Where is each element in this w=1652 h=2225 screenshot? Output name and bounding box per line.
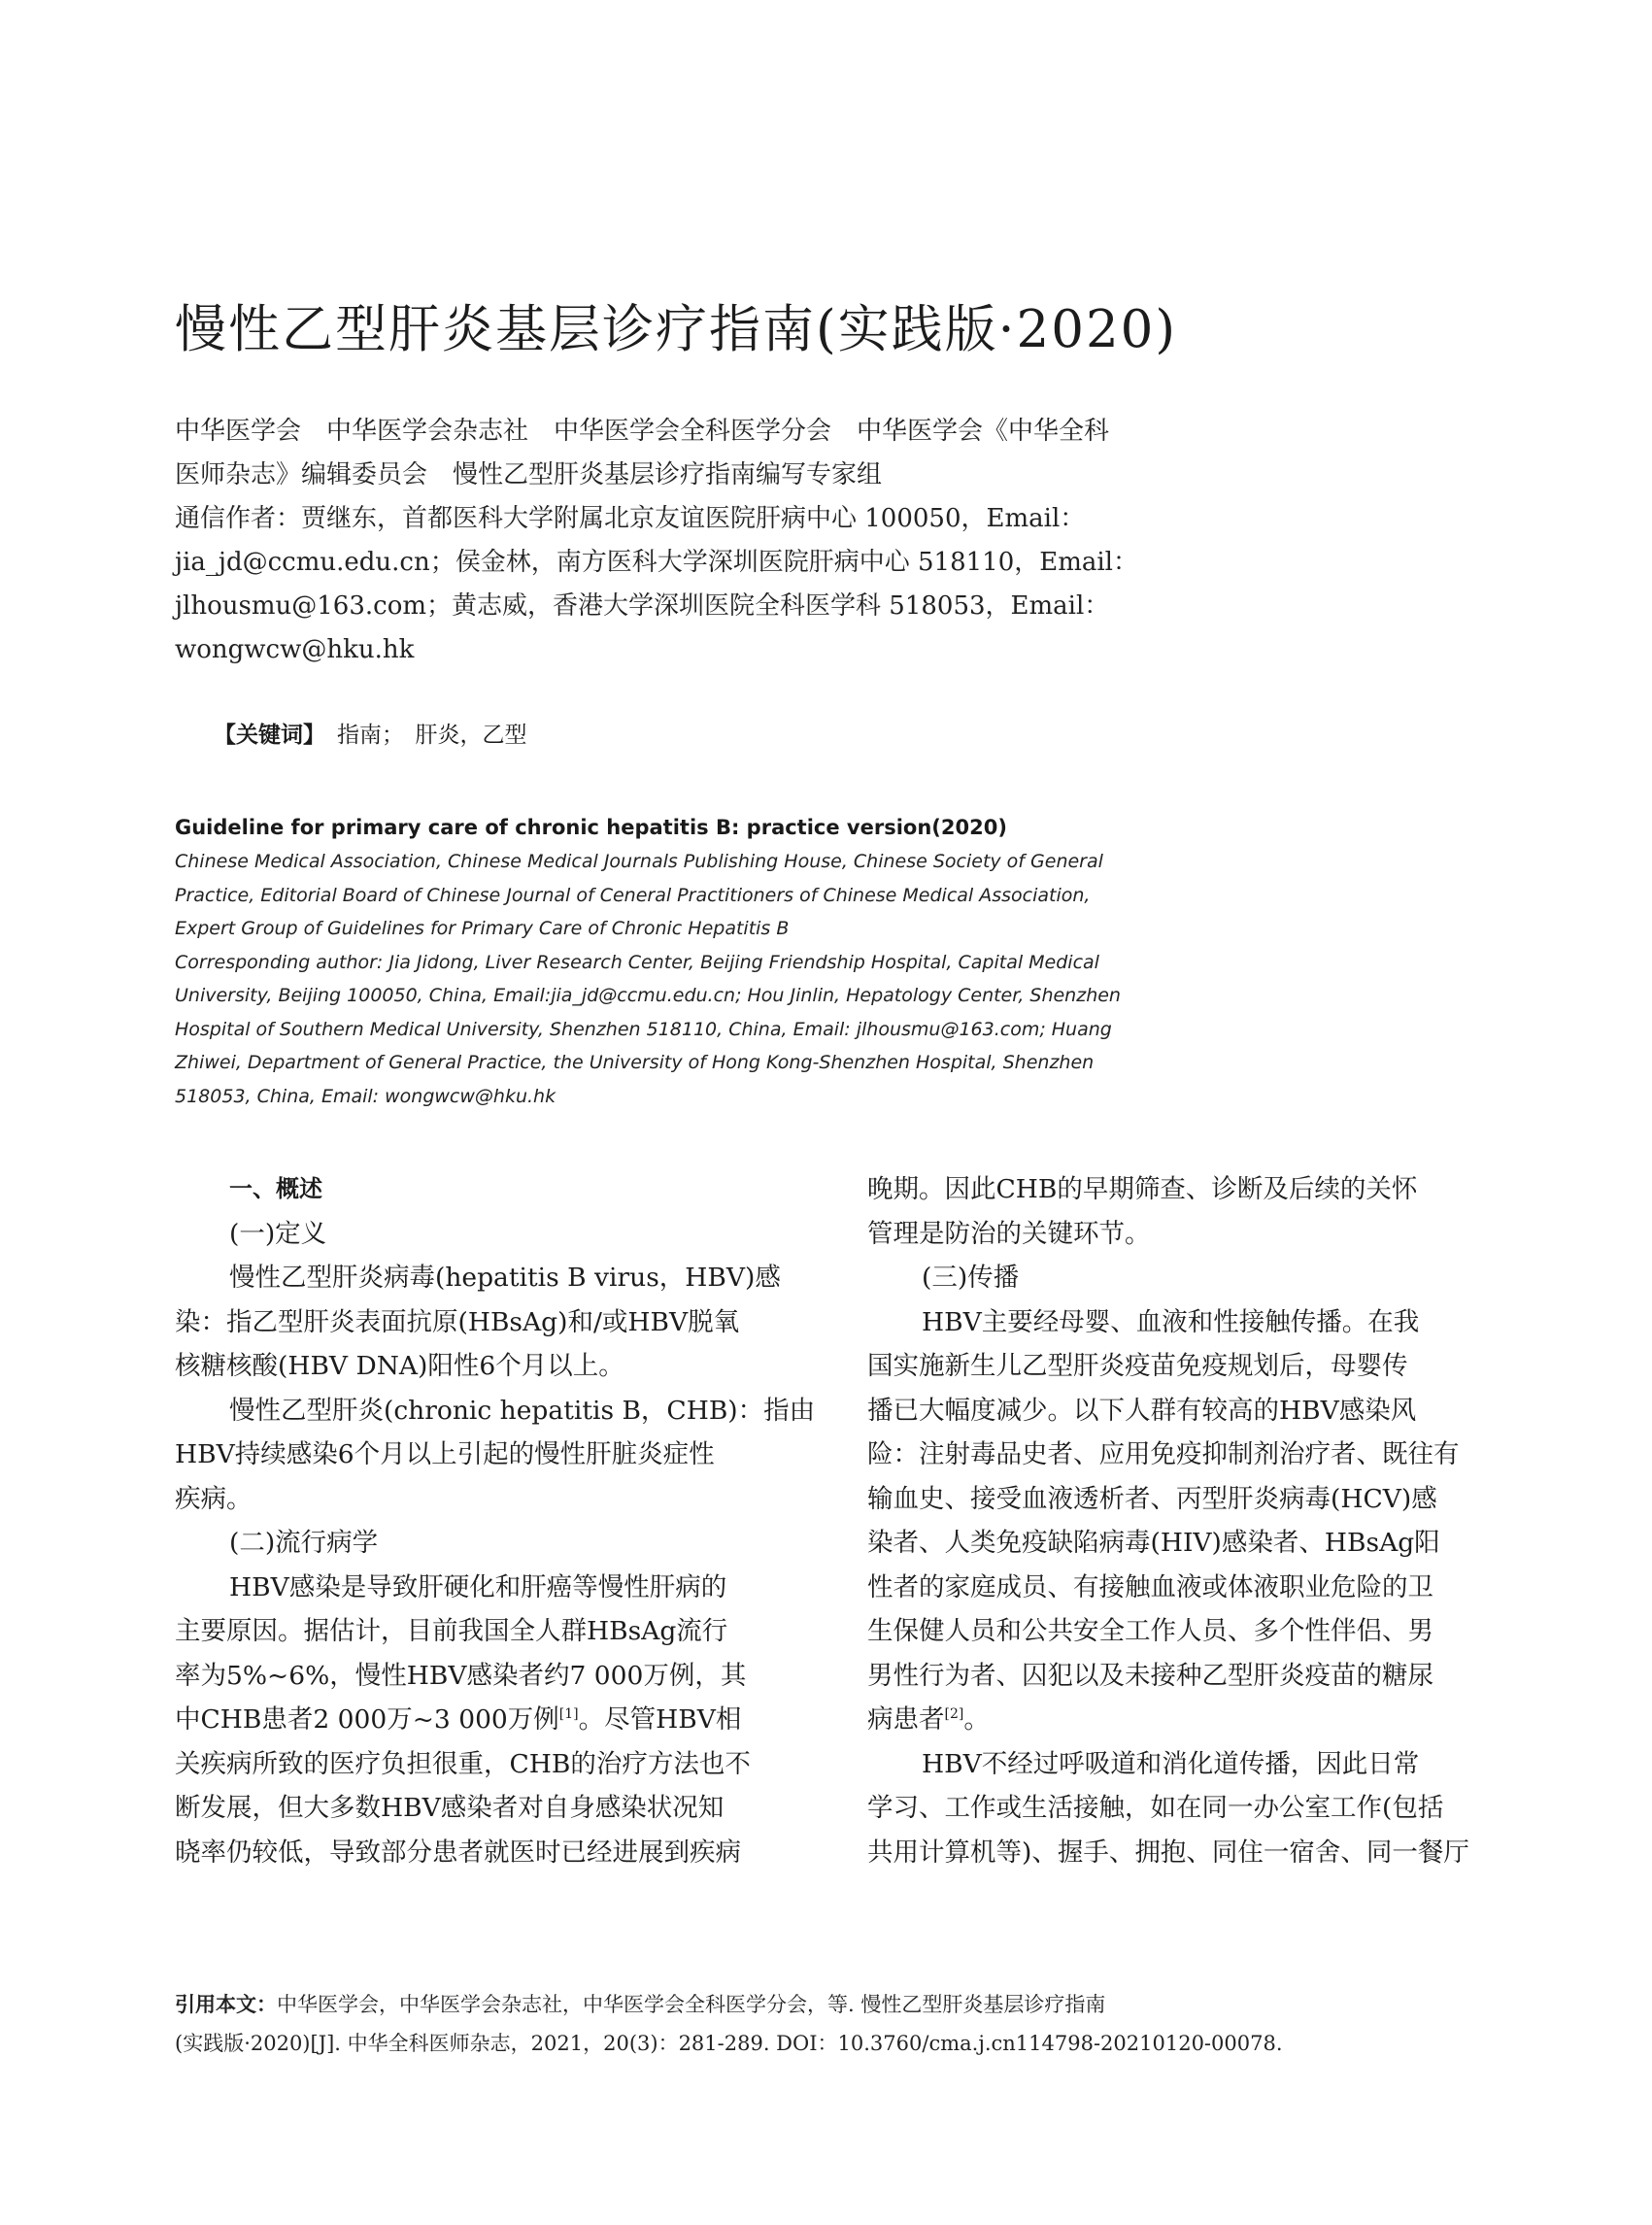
body-text: 险：注射毒品史者、应用免疫抑制剂治疗者、既往有 (867, 1439, 1460, 1469)
body-line (867, 1256, 1475, 1300)
body-text: 管理是防治的关键环节。 (867, 1218, 1151, 1249)
body-text: 晓率仍较低，导致部分患者就医时已经进展到疾病 (175, 1837, 741, 1868)
body-line (175, 1389, 816, 1433)
citation-label: 引用本文： (175, 1993, 277, 2016)
body-line (175, 1521, 783, 1566)
body-text: 生保健人员和公共安全工作人员、多个性伴侣、男 (867, 1616, 1433, 1646)
body-text: 一、概述 (229, 1175, 322, 1202)
english-line: Zhiwei, Department of General Practice, the University of Hong Kong-Shenzhen Hospital, Shenzhen (175, 1052, 1095, 1073)
body-text: 染：指乙型肝炎表面抗原(HBsAg)和/或HBV脱氧 (175, 1306, 740, 1337)
body-text: HBV持续感染6个月以上引起的慢性肝脏炎症性 (175, 1439, 715, 1469)
body-line (175, 1344, 783, 1389)
body-text: 共用计算机等)、握手、拥抱、同住一宿舍、同一餐厅 (867, 1837, 1469, 1868)
body-line (175, 1477, 783, 1522)
english-line: University, Beijing 100050, China, Email:jia_jd@ccmu.edu.cn; Hou Jinlin, Hepatology Center, Shenzhen (175, 985, 1121, 1006)
body-text: 率为5%~6%，慢性HBV感染者约7 000万例，其 (175, 1660, 747, 1691)
body-text: 主要原因。据估计，目前我国全人群HBsAg流行 (175, 1616, 728, 1646)
section-heading (175, 1167, 783, 1212)
body-line (867, 1212, 1475, 1257)
body-line (867, 1654, 1475, 1699)
body-line (867, 1521, 1475, 1566)
body-text: HBV主要经母婴、血液和性接触传播。在我 (922, 1306, 1420, 1337)
body-text: 播已大幅度减少。以下人群有较高的HBV感染风 (867, 1395, 1417, 1426)
body-line (175, 1566, 783, 1610)
body-text: 。尽管HBV相 (578, 1704, 742, 1735)
body-text: 核糖核酸(HBV DNA)阳性6个月以上。 (175, 1351, 624, 1381)
body-line (867, 1609, 1475, 1654)
body-text: HBV不经过呼吸道和消化道传播，因此日常 (922, 1748, 1420, 1779)
keywords-value: 指南； 肝炎，乙型 (337, 723, 527, 748)
english-line: Practice, Editorial Board of Chinese Journal of Ceneral Practitioners of Chinese Medical Association, (175, 884, 1091, 906)
body-line (175, 1654, 783, 1699)
body-text: 断发展，但大多数HBV感染者对自身感染状况知 (175, 1793, 725, 1823)
english-title: Guideline for primary care of chronic hepatitis B: practice version(2020) (175, 816, 1007, 839)
citation-block (175, 1985, 1486, 2063)
keywords-label: 【关键词】 (214, 723, 325, 748)
english-line: Hospital of Southern Medical University, Shenzhen 518110, China, Email: jlhousmu@163.com; Huang (175, 1018, 1112, 1040)
body-line (867, 1831, 1475, 1875)
body-text: 学习、工作或生活接触，如在同一办公室工作(包括 (867, 1793, 1444, 1823)
body-line (175, 1256, 783, 1300)
body-text: 慢性乙型肝炎(chronic hepatitis B，CHB)：指由 (229, 1395, 816, 1426)
body-line (175, 1742, 783, 1787)
body-line (867, 1477, 1475, 1522)
body-line (175, 1609, 783, 1654)
body-text: (三)传播 (922, 1263, 1020, 1293)
body-column-right (867, 1167, 1475, 1874)
body-line (867, 1742, 1475, 1787)
body-line (867, 1433, 1475, 1477)
body-line (175, 1433, 783, 1477)
body-line (867, 1786, 1475, 1831)
reference-marker: [1] (558, 1706, 579, 1723)
english-line: 518053, China, Email: wongwcw@hku.hk (175, 1085, 556, 1107)
keywords (214, 720, 527, 751)
body-text: HBV感染是导致肝硬化和肝癌等慢性肝病的 (229, 1571, 727, 1602)
body-line (867, 1698, 1475, 1742)
article-title: 慢性乙型肝炎基层诊疗指南(实践版·2020) (175, 300, 1178, 359)
body-line (867, 1300, 1475, 1345)
body-text: 晚期。因此CHB的早期筛查、诊断及后续的关怀 (867, 1174, 1418, 1204)
body-column-left (175, 1167, 816, 1874)
body-line (175, 1698, 783, 1742)
author-line: 医师杂志》编辑委员会 慢性乙型肝炎基层诊疗指南编写专家组 (175, 460, 883, 489)
citation-line: (实践版·2020)[J]. 中华全科医师杂志，2021，20(3)：281-289. DOI：10.3760/cma.j.cn114798-20210120-00078. (175, 2032, 1283, 2055)
body-text: 疾病。 (175, 1483, 253, 1514)
english-line: Chinese Medical Association, Chinese Medical Journals Publishing House, Chinese Society of General (175, 851, 1103, 872)
body-text: (二)流行病学 (229, 1528, 379, 1558)
body-text: 输血史、接受血液透析者、丙型肝炎病毒(HCV)感 (867, 1483, 1437, 1514)
english-line: Expert Group of Guidelines for Primary Care of Chronic Hepatitis B (175, 918, 790, 939)
body-text: 病患者 (867, 1704, 945, 1735)
body-line (175, 1786, 783, 1831)
author-block (175, 410, 1224, 672)
correspondence-line: jia_jd@ccmu.edu.cn；侯金林，南方医科大学深圳医院肝病中心 518110，Email： (175, 548, 1138, 577)
english-abstract-block (175, 845, 1224, 1113)
body-text: 男性行为者、囚犯以及未接种乙型肝炎疫苗的糖尿 (867, 1660, 1433, 1691)
body-text: 慢性乙型肝炎病毒(hepatitis B virus，HBV)感 (229, 1263, 781, 1293)
citation-line: 中华医学会，中华医学会杂志社，中华医学会全科医学分会，等. 慢性乙型肝炎基层诊疗指南 (277, 1993, 1106, 2016)
body-text: 性者的家庭成员、有接触血液或体液职业危险的卫 (867, 1571, 1433, 1602)
body-line (867, 1167, 1475, 1212)
body-text: 关疾病所致的医疗负担很重，CHB的治疗方法也不 (175, 1748, 751, 1779)
body-line (175, 1831, 783, 1875)
body-text: 染者、人类免疫缺陷病毒(HIV)感染者、HBsAg阳 (867, 1528, 1440, 1558)
body-line (175, 1212, 783, 1257)
body-text: 。 (963, 1704, 990, 1735)
body-text: 中CHB患者2 000万~3 000万例 (175, 1704, 559, 1735)
correspondence-line: jlhousmu@163.com；黄志威，香港大学深圳医院全科医学科 518053，Email： (175, 591, 1110, 621)
body-line (867, 1389, 1475, 1433)
correspondence-line: 通信作者：贾继东，首都医科大学附属北京友谊医院肝病中心 100050，Email： (175, 504, 1086, 533)
correspondence-line: wongwcw@hku.hk (175, 635, 415, 664)
reference-marker: [2] (944, 1706, 964, 1723)
body-text: (一)定义 (229, 1218, 327, 1249)
author-line: 中华医学会 中华医学会杂志社 中华医学会全科医学分会 中华医学会《中华全科 (175, 417, 1110, 446)
body-line (175, 1300, 783, 1345)
body-line (867, 1344, 1475, 1389)
english-line: Corresponding author: Jia Jidong, Liver Research Center, Beijing Friendship Hospital, Capital Medical (175, 951, 1099, 973)
body-line (867, 1566, 1475, 1610)
body-text: 国实施新生儿乙型肝炎疫苗免疫规划后，母婴传 (867, 1351, 1408, 1381)
